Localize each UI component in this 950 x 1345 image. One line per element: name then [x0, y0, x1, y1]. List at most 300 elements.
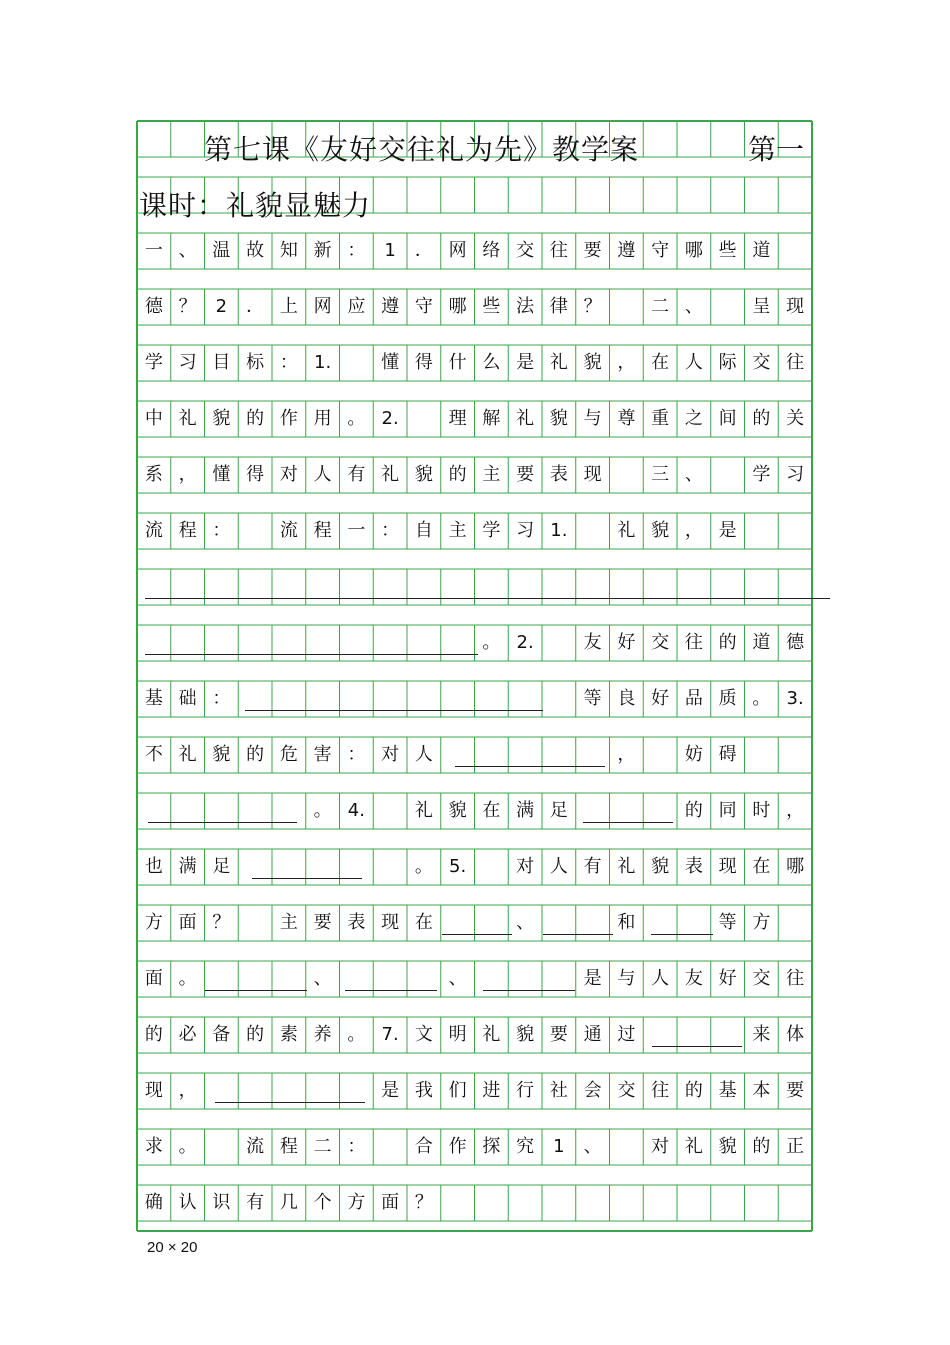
grid-cell: 是 [583, 968, 602, 989]
grid-cell: ？ [212, 912, 231, 933]
answer-blank[interactable] [245, 710, 543, 711]
grid-cell [272, 961, 306, 997]
grid-cell: 满 [178, 856, 197, 877]
grid-cell: 用 [313, 408, 332, 429]
grid-cell: ． [414, 240, 433, 261]
answer-blank[interactable] [145, 598, 830, 599]
grid-cell: 良 [617, 688, 636, 709]
title-line1: 第七课《友好交往礼为先》教学案 [204, 133, 640, 166]
grid-cell: 礼 [549, 352, 568, 373]
grid-cell: 貌 [651, 856, 670, 877]
grid-cell: 碍 [718, 744, 737, 765]
text-row [0, 849, 950, 885]
grid-cell: 三 [651, 464, 670, 485]
grid-cell [745, 737, 779, 773]
grid-cell: ， [617, 744, 636, 765]
grid-cell [238, 849, 272, 885]
grid-cell: 害 [313, 744, 332, 765]
grid-cell: 的 [752, 408, 771, 429]
grid-cell: 、 [516, 912, 535, 933]
grid-cell: 面 [144, 968, 163, 989]
grid-cell: 质 [718, 688, 737, 709]
grid-cell: 礼 [178, 408, 197, 429]
grid-cell [711, 1017, 745, 1053]
grid-cell: 交 [651, 632, 670, 653]
grid-cell [340, 849, 374, 885]
grid-cell [778, 1185, 812, 1221]
grid-cell: 。 [313, 800, 332, 821]
text-row [0, 961, 950, 997]
grid-cell: ？ [414, 1192, 433, 1213]
grid-cell [272, 569, 306, 605]
grid-cell: 合 [414, 1136, 433, 1157]
text-row [0, 569, 950, 605]
grid-cell: 基 [718, 1080, 737, 1101]
text-row [0, 625, 950, 661]
grid-cell [238, 625, 272, 661]
grid-cell: ： [381, 520, 400, 541]
grid-cell: 、 [684, 464, 703, 485]
grid-cell [643, 905, 677, 941]
grid-cell: 礼 [684, 1136, 703, 1157]
answer-blank[interactable] [652, 1046, 742, 1047]
grid-cell: 现 [583, 464, 602, 485]
grid-cell: 的 [246, 1024, 265, 1045]
grid-cell: 呈 [752, 296, 771, 317]
grid-cell [407, 401, 441, 437]
grid-cell: 明 [448, 1024, 467, 1045]
answer-blank[interactable] [148, 822, 297, 823]
grid-cell: 时 [752, 800, 771, 821]
grid-cell: 礼 [482, 1024, 501, 1045]
grid-cell: 学 [144, 352, 163, 373]
grid-cell: 二 [313, 1136, 332, 1157]
grid-cell: 貌 [583, 352, 602, 373]
grid-cell: 妨 [684, 744, 703, 765]
grid-cell: 貌 [549, 408, 568, 429]
grid-cell: 友 [583, 632, 602, 653]
grid-cell: 表 [347, 912, 366, 933]
grid-cell [610, 1185, 644, 1221]
grid-cell: 貌 [718, 1136, 737, 1157]
grid-cell: 在 [482, 800, 501, 821]
grid-cell [373, 625, 407, 661]
grid-cell [340, 625, 374, 661]
grid-cell: 社 [549, 1080, 568, 1101]
grid-cell [745, 569, 779, 605]
grid-cell [677, 905, 711, 941]
grid-cell: 学 [482, 520, 501, 541]
grid-cell [711, 457, 745, 493]
grid-cell [238, 905, 272, 941]
grid-cell: 新 [313, 240, 332, 261]
grid-cell [441, 681, 475, 717]
grid-cell [576, 737, 610, 773]
grid-cell: 同 [718, 800, 737, 821]
grid-cell: 往 [651, 1080, 670, 1101]
grid-cell: 的 [448, 464, 467, 485]
grid-cell: 有 [246, 1192, 265, 1213]
grid-cell [205, 793, 239, 829]
grid-cell: 方 [144, 912, 163, 933]
grid-cell [643, 569, 677, 605]
grid-cell [542, 961, 576, 997]
grid-cell [306, 681, 340, 717]
grid-cell: 的 [684, 1080, 703, 1101]
grid-cell: 道 [752, 632, 771, 653]
grid-cell: 对 [516, 856, 535, 877]
grid-cell [340, 1073, 374, 1109]
grid-cell: 主 [279, 912, 298, 933]
grid-cell: 的 [752, 1136, 771, 1157]
grid-cell: 、 [684, 296, 703, 317]
grid-cell: 哪 [786, 856, 805, 877]
grid-cell: 、 [448, 968, 467, 989]
grid-cell: ， [617, 352, 636, 373]
grid-cell: 交 [752, 352, 771, 373]
grid-cell: 有 [583, 856, 602, 877]
grid-cell: 律 [549, 296, 568, 317]
grid-cell [205, 1129, 239, 1165]
answer-blank[interactable] [543, 934, 613, 935]
grid-cell: 人 [684, 352, 703, 373]
grid-cell: ． [246, 296, 265, 317]
grid-cell: 满 [516, 800, 535, 821]
grid-cell: 、 [178, 240, 197, 261]
answer-blank[interactable] [215, 1102, 365, 1103]
grid-cell: 习 [786, 464, 805, 485]
answer-blank[interactable] [205, 990, 307, 991]
grid-cell [475, 1185, 509, 1221]
grid-cell: 流 [246, 1136, 265, 1157]
grid-cell: 方 [752, 912, 771, 933]
grid-cell [576, 1185, 610, 1221]
grid-cell: 貌 [414, 464, 433, 485]
grid-cell: 等 [718, 912, 737, 933]
grid-cell: 。 [347, 1024, 366, 1045]
grid-cell: 是 [381, 1080, 400, 1101]
grid-cell: 礼 [178, 744, 197, 765]
grid-cell: 法 [516, 296, 535, 317]
grid-cell: ： [212, 520, 231, 541]
text-row [0, 401, 950, 437]
grid-cell: 究 [516, 1136, 535, 1157]
answer-blank[interactable] [442, 934, 512, 935]
grid-cell [205, 625, 239, 661]
grid-cell [610, 289, 644, 325]
grid-cell [778, 737, 812, 773]
grid-cell: 好 [651, 688, 670, 709]
title-line2: 课时：礼貌显魅力 [139, 189, 372, 222]
grid-cell [306, 1073, 340, 1109]
grid-cell [711, 1185, 745, 1221]
grid-cell [441, 1185, 475, 1221]
grid-cell: 3. [786, 688, 804, 709]
grid-cell: 关 [786, 408, 805, 429]
grid-cell: 重 [651, 408, 670, 429]
grid-cell: ？ [583, 296, 602, 317]
grid-cell [475, 849, 509, 885]
grid-cell: 基 [144, 688, 163, 709]
grid-cell: 守 [651, 240, 670, 261]
grid-cell: 一 [347, 520, 366, 541]
grid-cell: ， [178, 1080, 197, 1101]
grid-cell: 面 [381, 1192, 400, 1213]
grid-cell: 要 [786, 1080, 805, 1101]
grid-cell: 懂 [381, 352, 400, 373]
answer-blank[interactable] [252, 878, 362, 879]
grid-cell: 貌 [651, 520, 670, 541]
grid-cell: 会 [583, 1080, 602, 1101]
grid-cell: 网 [448, 240, 467, 261]
grid-cell: ： [212, 688, 231, 709]
grid-cell: 2. [516, 632, 534, 653]
grid-cell: 与 [583, 408, 602, 429]
grid-cell: 守 [414, 296, 433, 317]
grid-cell [778, 513, 812, 549]
grid-cell: 通 [583, 1024, 602, 1045]
grid-cell [711, 289, 745, 325]
grid-cell: 温 [212, 240, 231, 261]
grid-cell [576, 569, 610, 605]
grid-cell: 要 [583, 240, 602, 261]
grid-cell [643, 1185, 677, 1221]
grid-cell: 。 [752, 688, 771, 709]
grid-cell: 在 [752, 856, 771, 877]
grid-cell: 4. [347, 800, 365, 821]
grid-cell: 要 [549, 1024, 568, 1045]
grid-cell: 人 [651, 968, 670, 989]
grid-cell: 也 [144, 856, 163, 877]
grid-cell: 在 [651, 352, 670, 373]
grid-cell [745, 513, 779, 549]
grid-cell: 本 [752, 1080, 771, 1101]
grid-cell [272, 849, 306, 885]
grid-cell: 品 [684, 688, 703, 709]
grid-cell: 遵 [381, 296, 400, 317]
text-row [0, 513, 950, 549]
grid-cell: 系 [144, 464, 163, 485]
grid-cell [610, 1129, 644, 1165]
grid-cell: 间 [718, 408, 737, 429]
grid-cell [340, 569, 374, 605]
grid-cell: 礼 [617, 520, 636, 541]
grid-cell: 的 [246, 408, 265, 429]
grid-cell [508, 1185, 542, 1221]
grid-cell: 面 [178, 912, 197, 933]
grid-cell: 遵 [617, 240, 636, 261]
grid-cell [340, 961, 374, 997]
grid-cell [576, 513, 610, 549]
grid-cell [576, 793, 610, 829]
grid-cell [407, 569, 441, 605]
grid-cell: 的 [144, 1024, 163, 1045]
grid-cell: 要 [516, 464, 535, 485]
grid-cell [508, 569, 542, 605]
grid-cell: 学 [752, 464, 771, 485]
answer-blank[interactable] [145, 654, 478, 655]
grid-cell: 主 [448, 520, 467, 541]
grid-cell [272, 681, 306, 717]
grid-cell: 进 [482, 1080, 501, 1101]
grid-cell: 礼 [381, 464, 400, 485]
grid-cell [508, 961, 542, 997]
grid-cell: 5. [449, 856, 467, 877]
grid-cell [542, 681, 576, 717]
grid-cell [677, 1185, 711, 1221]
grid-cell [373, 681, 407, 717]
grid-cell: 等 [583, 688, 602, 709]
grid-cell: 往 [786, 352, 805, 373]
grid-cell [238, 513, 272, 549]
grid-cell [441, 569, 475, 605]
grid-cell: 友 [684, 968, 703, 989]
grid-cell: 往 [549, 240, 568, 261]
grid-cell [475, 961, 509, 997]
answer-blank[interactable] [345, 990, 437, 991]
text-row [0, 1185, 950, 1221]
grid-cell [373, 1129, 407, 1165]
grid-cell: 。 [482, 632, 501, 653]
grid-cell: 要 [313, 912, 332, 933]
grid-cell: 网 [313, 296, 332, 317]
grid-cell [576, 905, 610, 941]
grid-size-label: 20 × 20 [147, 1239, 198, 1256]
grid-cell [137, 569, 171, 605]
text-row [0, 345, 950, 381]
text-row [0, 1017, 950, 1053]
grid-cell [238, 793, 272, 829]
answer-blank[interactable] [651, 934, 713, 935]
grid-cell: 方 [347, 1192, 366, 1213]
grid-cell: 道 [752, 240, 771, 261]
grid-cell: 的 [246, 744, 265, 765]
grid-cell [677, 1017, 711, 1053]
grid-cell [643, 1017, 677, 1053]
grid-cell: 1 [553, 1136, 565, 1157]
grid-cell [306, 849, 340, 885]
grid-cell [475, 905, 509, 941]
text-row [0, 905, 950, 941]
grid-cell: 往 [786, 968, 805, 989]
grid-cell: 体 [786, 1024, 805, 1045]
grid-cell: 2 [215, 296, 228, 317]
grid-cell [610, 569, 644, 605]
grid-cell [610, 793, 644, 829]
grid-cell: 往 [684, 632, 703, 653]
answer-blank[interactable] [583, 822, 673, 823]
grid-cell: 与 [617, 968, 636, 989]
grid-cell: 德 [144, 296, 163, 317]
grid-cell: 际 [718, 352, 737, 373]
grid-cell: 德 [786, 632, 805, 653]
grid-cell: 尊 [617, 408, 636, 429]
grid-cell: 1. [314, 352, 332, 373]
grid-cell [542, 1185, 576, 1221]
grid-cell [272, 793, 306, 829]
grid-cell: 得 [246, 464, 265, 485]
grid-cell: 礼 [617, 856, 636, 877]
grid-cell: 人 [549, 856, 568, 877]
grid-cell [137, 625, 171, 661]
grid-cell: 哪 [684, 240, 703, 261]
grid-cell: 我 [414, 1080, 433, 1101]
grid-cell: ？ [178, 296, 197, 317]
grid-cell: 貌 [448, 800, 467, 821]
grid-cell: 对 [279, 464, 298, 485]
grid-cell: 。 [178, 968, 197, 989]
grid-cell: 、 [313, 968, 332, 989]
text-row [0, 1129, 950, 1165]
grid-cell [542, 737, 576, 773]
grid-cell: 。 [347, 408, 366, 429]
grid-cell [238, 569, 272, 605]
grid-cell: 7. [381, 1024, 399, 1045]
text-row [0, 289, 950, 325]
answer-blank[interactable] [455, 766, 605, 767]
grid-cell [238, 1073, 272, 1109]
grid-cell: 流 [279, 520, 298, 541]
grid-cell: 素 [279, 1024, 298, 1045]
grid-cell [677, 569, 711, 605]
grid-cell: 对 [651, 1136, 670, 1157]
grid-cell [340, 681, 374, 717]
grid-cell: ： [347, 744, 366, 765]
grid-cell [643, 737, 677, 773]
grid-cell [272, 625, 306, 661]
grid-cell: 之 [684, 408, 703, 429]
text-row [0, 1073, 950, 1109]
grid-cell: 习 [516, 520, 535, 541]
grid-cell [475, 569, 509, 605]
grid-cell [238, 681, 272, 717]
grid-cell: 表 [549, 464, 568, 485]
grid-cell: 得 [414, 352, 433, 373]
grid-cell: 流 [144, 520, 163, 541]
grid-cell: 过 [617, 1024, 636, 1045]
grid-cell: 礼 [414, 800, 433, 821]
grid-cell [306, 625, 340, 661]
grid-cell: 些 [482, 296, 501, 317]
grid-cell: 行 [516, 1080, 535, 1101]
title-line1-right: 第一 [748, 133, 805, 166]
grid-cell: 足 [549, 800, 568, 821]
grid-cell: 懂 [212, 464, 231, 485]
grid-cell: 一 [144, 240, 163, 261]
grid-cell: 。 [178, 1136, 197, 1157]
grid-cell [508, 681, 542, 717]
grid-cell [137, 793, 171, 829]
grid-cell: 1 [384, 240, 396, 261]
grid-cell [711, 569, 745, 605]
text-row [0, 457, 950, 493]
grid-cell [205, 1073, 239, 1109]
grid-cell: ， [178, 464, 197, 485]
grid-cell: 现 [381, 912, 400, 933]
answer-blank[interactable] [483, 990, 575, 991]
grid-cell: 中 [144, 408, 163, 429]
grid-cell: ： [279, 352, 298, 373]
grid-cell: 貌 [212, 744, 231, 765]
grid-cell: 络 [482, 240, 501, 261]
grid-cell: 应 [347, 296, 366, 317]
grid-cell: 求 [144, 1136, 163, 1157]
grid-cell: 不 [144, 744, 163, 765]
grid-cell [542, 905, 576, 941]
grid-cell: 好 [617, 632, 636, 653]
grid-cell [407, 625, 441, 661]
grid-cell: 习 [178, 352, 197, 373]
